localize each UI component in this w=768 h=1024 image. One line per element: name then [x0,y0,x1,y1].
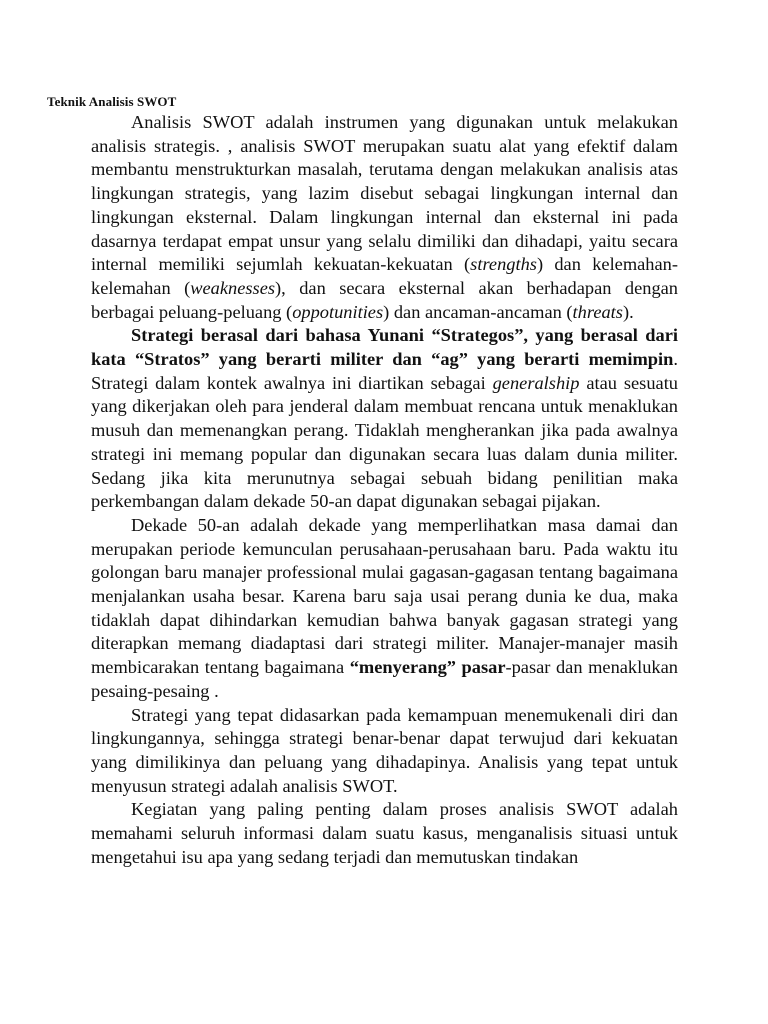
term-weaknesses: weaknesses [190,277,276,298]
paragraph-strategi-asal [91,324,678,514]
term-threats: threats [572,301,623,322]
section-heading: Teknik Analisis SWOT [47,94,177,109]
paragraph-analisis-swot [91,111,678,324]
text-run: Analisis SWOT adalah instrumen yang digunakan untuk melakukan analisis strategis. , analisis SWOT merupakan suatu alat yang efektif dalam membantu menstrukturkan masalah, terutama dengan melakukan analisis atas lingkungan strategis, yang lazim disebut sebagai lingkungan internal dan lingkungan eksternal. Dalam lingkungan internal dan eksternal ini pada dasarnya terdapat empat unsur yang selalu dimiliki dan dihadapi, yaitu secara internal memiliki sejumlah kekuatan-kekuatan ( [91,112,678,275]
text-run: Kegiatan yang paling penting dalam proses analisis SWOT adalah memahami seluruh informasi dalam suatu kasus, menganalisis situasi untuk mengetahui isu apa yang sedang terjadi dan memutuskan tindakan [91,799,678,867]
text-run: ), dan secara eksternal akan berhadapan dengan berbagai peluang-peluang ( [91,277,678,322]
text-run-emphasis: Strategi berasal dari bahasa Yunani “Strategos”, yang berasal dari kata “Stratos” yang berarti militer dan “ag” yang berarti memimpin [91,325,678,370]
term-opportunities: oppotunities [292,301,384,322]
text-run: ) dan kelemahan-kelemahan ( [91,254,678,298]
paragraph-strategi-tepat [91,704,678,799]
term-strengths: strengths [470,254,537,275]
body-text [91,111,678,870]
text-run: ) dan ancaman-ancaman ( [383,301,573,322]
text-run: -pasar dan menaklukan pesaing-pesaing . [91,657,678,701]
paragraph-dekade-50 [91,514,678,704]
term-generalship: generalship [492,372,580,393]
text-run: . Strategi dalam kontek awalnya ini diartikan sebagai [91,349,678,393]
text-run: ). [622,301,634,322]
text-run-emphasis: “menyerang” pasar [349,657,506,678]
text-run: atau sesuatu yang dikerjakan oleh para jenderal dalam membuat rencana untuk menaklukan musuh dan memenangkan perang. Tidaklah mengherankan jika pada awalnya strategi ini memang popular dan digunakan secara luas dalam dunia militer. Sedang jika kita merunutnya sebagai sebuah bidang penilitian maka perkembangan dalam dekade 50-an dapat digunakan sebagai pijakan. [91,372,678,512]
text-run: Dekade 50-an adalah dekade yang memperlihatkan masa damai dan merupakan periode kemunculan perusahaan-perusahaan baru. Pada waktu itu golongan baru manajer professional mulai gagasan-gagasan tentang bagaimana menjalankan usaha besar. Karena baru saja usai perang dunia ke dua, maka tidaklah dapat dihindarkan kemudian bahwa banyak gagasan strategi yang diterapkan memang diadaptasi dari strategi militer. Manajer-manajer masih membicarakan tentang bagaimana [91,514,678,678]
text-run: Strategi yang tepat didasarkan pada kemampuan menemukenali diri dan lingkungannya, sehingga strategi benar-benar dapat terwujud dari kekuatan yang dimilikinya dan peluang yang dihadapinya. Analisis yang tepat untuk menyusun strategi adalah analisis SWOT. [91,704,678,796]
paragraph-kegiatan [91,798,678,869]
